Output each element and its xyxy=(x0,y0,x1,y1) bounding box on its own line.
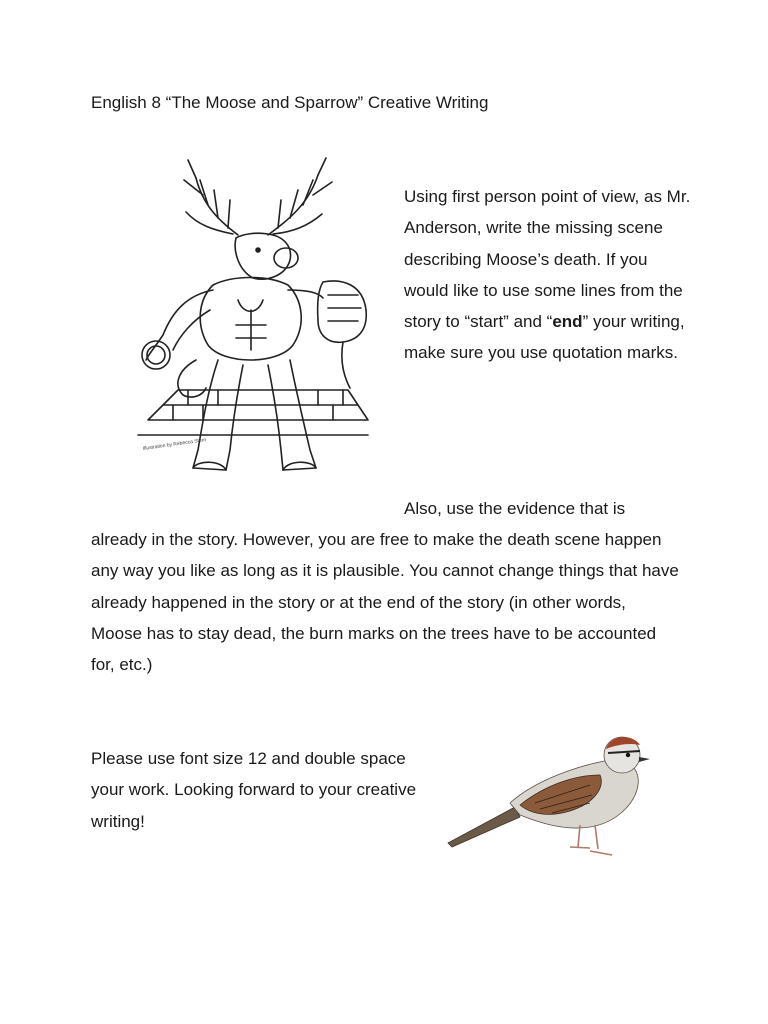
formatting-note-paragraph: Please use font size 12 and double space your work. Looking forward to your creative writing! xyxy=(91,749,417,831)
illustration-credit: Illustration by Rebecca Stern xyxy=(142,437,207,452)
evidence-paragraph: already in the story. However, you are free to make the death scene happen any way you like as long as it is plausible. You cannot change things that have already happened in the story or at the end of the story (in other words, Moose has to stay dead, the burn marks on the trees have to be accounted for, etc.) xyxy=(91,530,679,675)
evidence-first-line: Also, use the evidence that is xyxy=(404,499,626,518)
instructions-part2: ” your writing, make sure you use quotation marks. xyxy=(404,312,685,363)
document-title: English 8 “The Moose and Sparrow” Creative Writing xyxy=(91,93,489,112)
instructions-end-word: end xyxy=(552,312,583,332)
sparrow-illustration xyxy=(440,725,660,875)
instructions-paragraph xyxy=(404,181,694,369)
instructions-part1: Using first person point of view, as Mr. Anderson, write the missing scene describing Moose’s death. If you would like to use some lines from the story to “start” and “ xyxy=(404,187,691,332)
moose-warrior-illustration xyxy=(118,150,380,482)
